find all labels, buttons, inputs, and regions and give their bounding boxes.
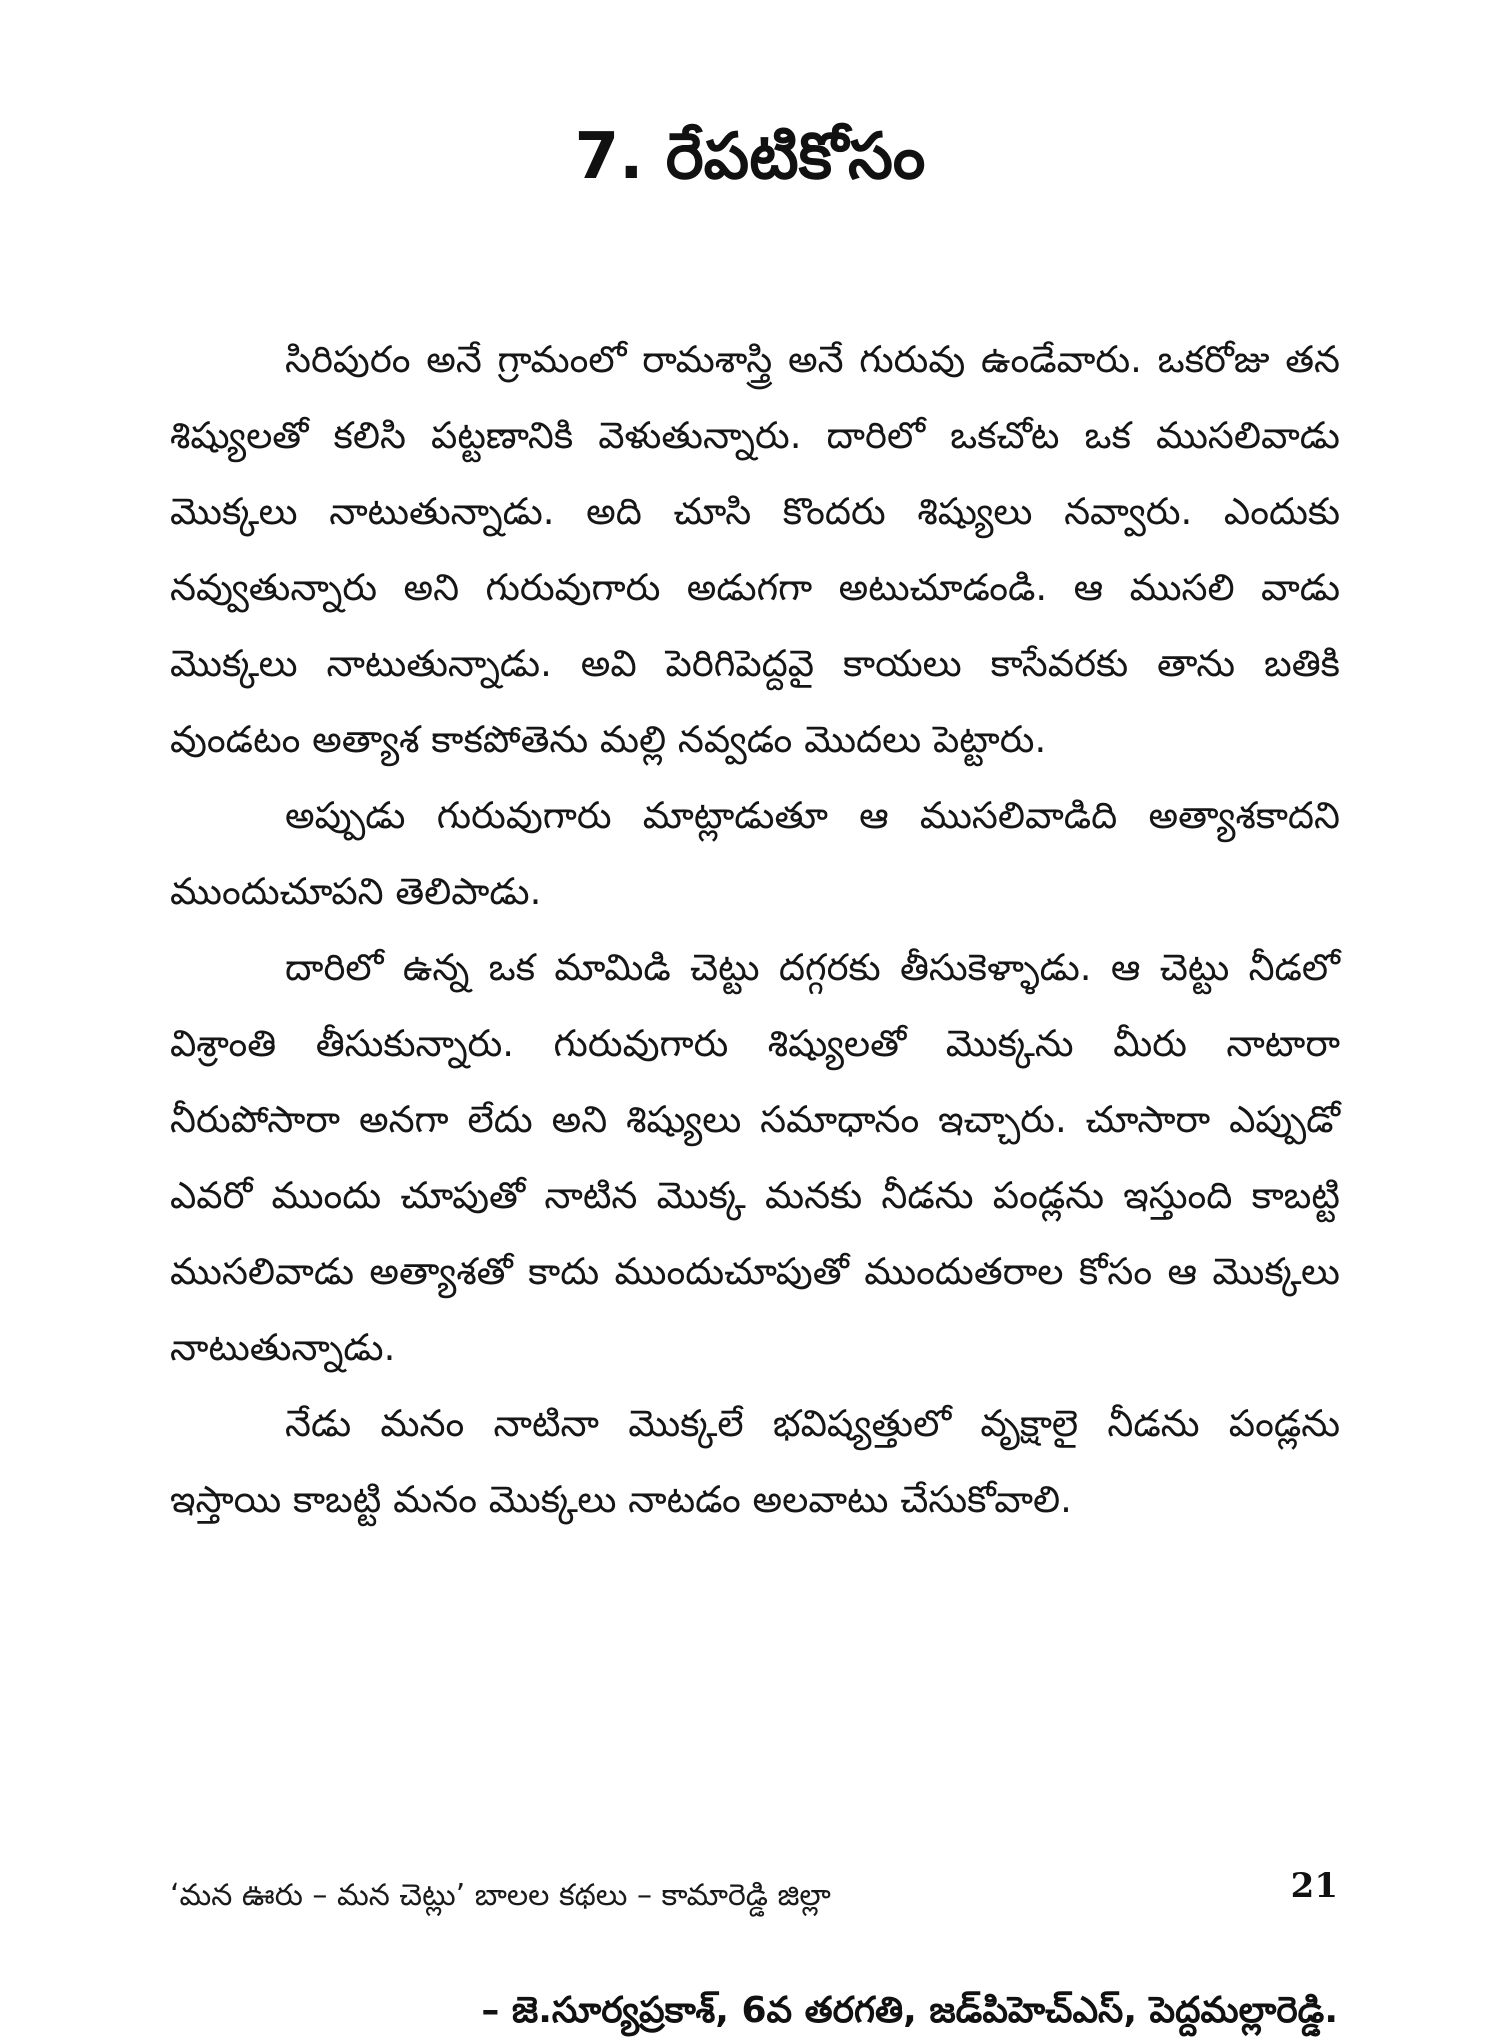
story-paragraph-3: దారిలో ఉన్న ఒక మామిడి చెట్టు దగ్గరకు తీసుకెళ్ళాడు. ఆ చెట్టు నీడలో విశ్రాంతి తీసుకున్నారు. గురువుగారు శిష్యులతో మొక్కను మీరు నాటారా నీరుపోసారా అనగా లేదు అని శిష్యులు సమాధానం ఇచ్చారు. చూసారా ఎప్పుడో ఎవరో ముందు చూపుతో నాటిన మొక్క మనకు నీడను పండ్లను ఇస్తుంది కాబట్టి ముసలివాడు అత్యాశతో కాదు ముందుచూపుతో ముందుతరాల కోసం ఆ మొక్కలు నాటుతున్నాడు. <box>170 946 1340 1369</box>
author-credit: – జె.సూర్యప్రకాశ్, 6వ తరగతి, జడ్‌పిహెచ్‌ఎస్, పెద్దమల్లారెడ్డి. <box>481 1990 1338 2031</box>
page-title: 7. రేపటికోసం <box>574 120 926 194</box>
story-body <box>170 322 1340 1538</box>
story-paragraph-4: నేడు మనం నాటినా మొక్కలే భవిష్యత్తులో వృక్షాలై నీడను పండ్లను ఇస్తాయి కాబట్టి మనం మొక్కలు నాటడం అలవాటు చేసుకోవాలి. <box>170 1402 1340 1521</box>
story-paragraph-1: సిరిపురం అనే గ్రామంలో రామశాస్త్రి అనే గురువు ఉండేవారు. ఒకరోజు తన శిష్యులతో కలిసి పట్టణానికి వెళుతున్నారు. దారిలో ఒకచోట ఒక ముసలివాడు మొక్కలు నాటుతున్నాడు. అది చూసి కొందరు శిష్యులు నవ్వారు. ఎందుకు నవ్వుతున్నారు అని గురువుగారు అడుగగా అటుచూడండి. ఆ ముసలి వాడు మొక్కలు నాటుతున్నాడు. అవి పెరిగిపెద్దవై కాయలు కాసేవరకు తాను బతికి వుండటం అత్యాశ కాకపోతెను మల్లి నవ్వడం మొదలు పెట్టారు. <box>170 338 1340 761</box>
footer-book-title: ‘మన ఊరు – మన చెట్లు’ బాలల కథలు – కామారెడ్డి జిల్లా <box>170 1878 831 1913</box>
story-paragraph-2: అప్పుడు గురువుగారు మాట్లాడుతూ ఆ ముసలివాడిది అత్యాశకాదని ముందుచూపని తెలిపాడు. <box>170 794 1340 913</box>
page-number: 21 <box>1290 1866 1338 1906</box>
